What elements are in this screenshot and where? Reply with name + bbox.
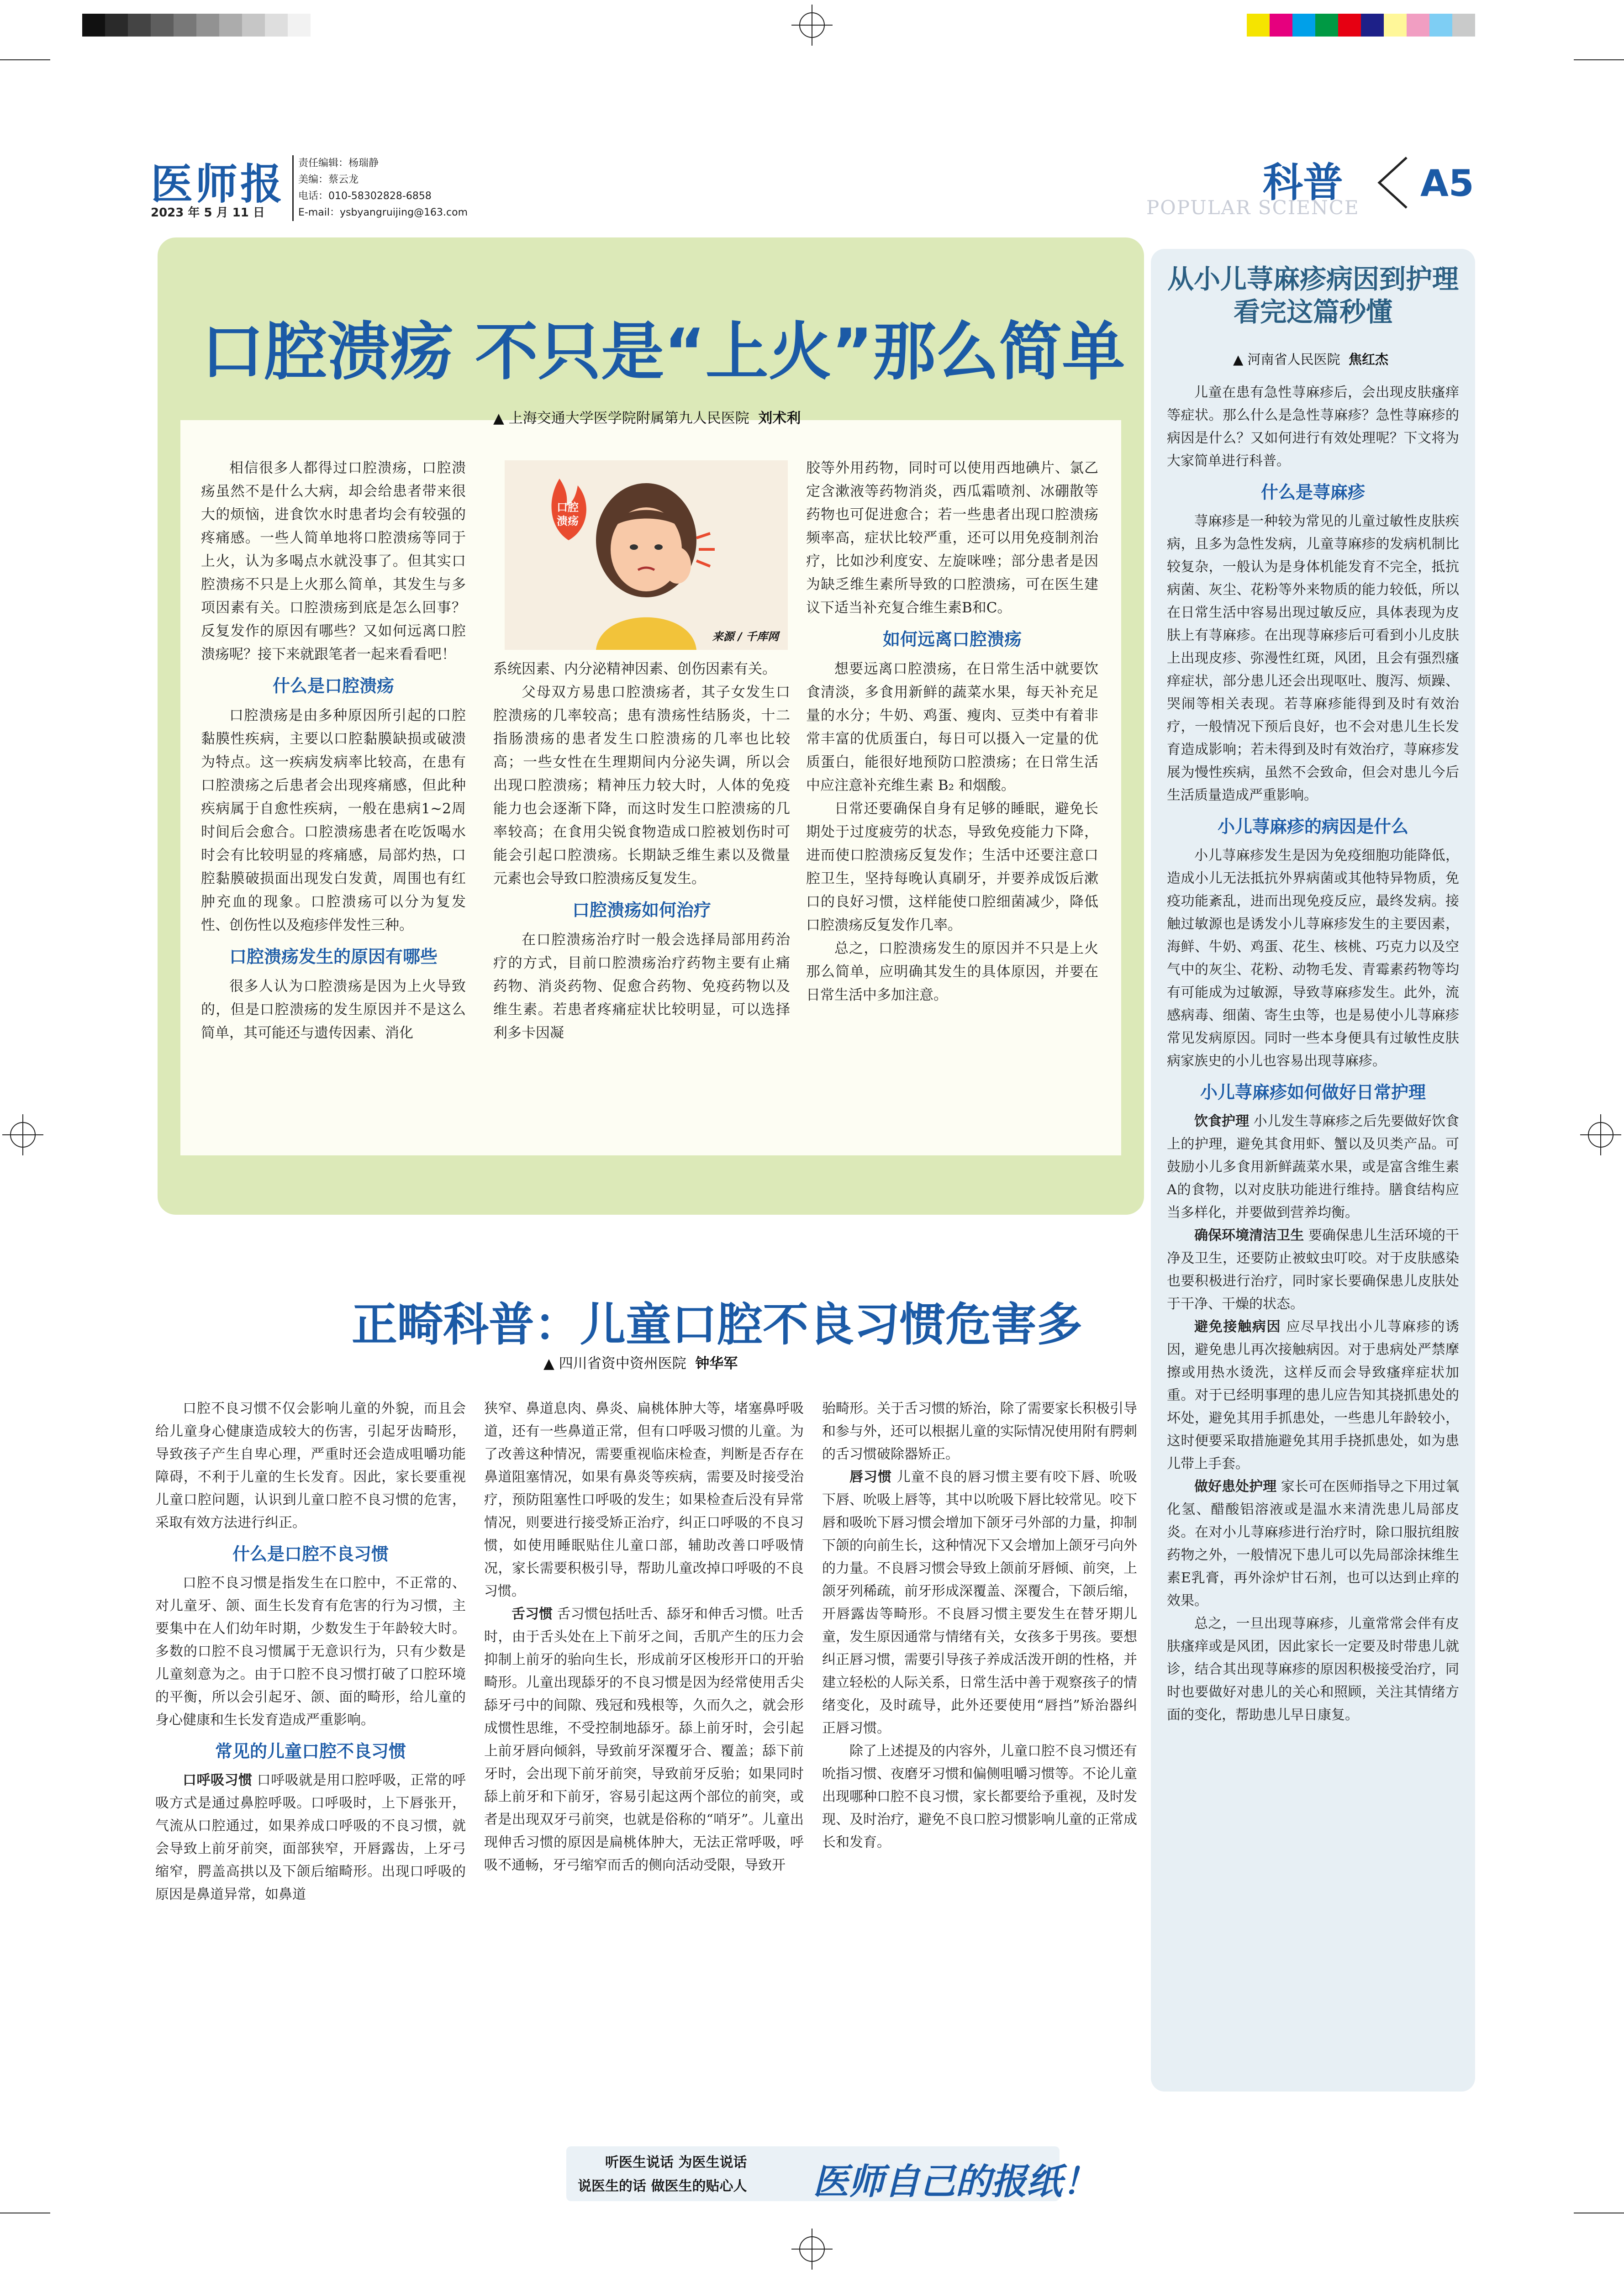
author-affiliation: ▲ 四川省资中资州医院 [543,1355,686,1372]
article-column-3 [806,457,1098,1007]
article-byline [543,1352,738,1372]
chevron-left-icon [1372,155,1413,210]
editor-email: E-mail：ysbyangruijing@163.com [298,207,468,218]
footer-slogan: 医师自己的报纸！ [813,2161,1098,2203]
newspaper-logo: 医师报 [151,159,285,209]
article-column-2 [484,1397,804,1877]
author-name: 刘术利 [758,410,801,427]
subheading: 什么是口腔溃疡 [272,676,394,696]
paragraph: 口腔溃疡是由多种原因所引起的口腔黏膜性疾病，主要以口腔黏膜缺损或破溃为特点。这一疾病发病率比较高，在患有口腔溃疡之后患者会出现疼痛感，但此种疾病属于自愈性疾病，一般在患病1~2周时间后会愈合。口腔溃疡患者在吃饭喝水时会有比较明显的疼痛感，局部灼热，口腔黏膜破损面出现发白发黄，周围也有红肿充血的现象。口腔溃疡可以分为复发性、创伤性以及疱疹伴发性三种。 [201,707,466,933]
paragraph: 想要远离口腔溃疡，在日常生活中就要饮食清淡，多食用新鲜的蔬菜水果，每天补充足量的水分；牛奶、鸡蛋、瘦肉、豆类中有着非常丰富的优质蛋白，每日可以摄入一定量的优质蛋白，能很好地预防口腔溃疡；在日常生活中应注意补充维生素 B₂ 和烟酸。 [806,661,1098,794]
paragraph-text: 儿童不良的唇习惯主要有咬下唇、吮吸下唇、吮吸上唇等，其中以吮吸下唇比较常见。咬下唇和吸吮下唇习惯会增加下颌牙弓外部的力量，抑制下颌的向前生长，这种情况下又会增加上颌牙弓向外的力量。不良唇习惯会导致上颌前牙唇倾、前突，上颌牙列稀疏，前牙形成深覆盖、深覆合，下颌后缩，开唇露齿等畸形。不良唇习惯主要发生在替牙期儿童，发生原因通常与情绪有关，女孩多于男孩。要想纠正唇习惯，需要引导孩子养成活泼开朗的性格，并建立轻松的人际关系，日常生活中善于观察孩子的情绪变化，及时疏导，此外还要使用“唇挡”矫治器纠正唇习惯。 [822,1469,1138,1736]
paragraph-text: 应尽早找出小儿荨麻疹的诱因，避免患儿再次接触病因。对于患病处严禁摩擦或用热水烫洗，这样反而会导致瘙痒症状加重。对于已经明事理的患儿应告知其挠抓患处的坏处，避免其用手抓患处，一些患儿年龄较小，这时便要采取措施避免其用手挠抓患处，如为患儿带上手套。 [1167,1319,1460,1472]
paragraph: 日常还要确保自身有足够的睡眠，避免长期处于过度疲劳的状态，导致免疫能力下降，进而使口腔溃疡反复发作；生活中还要注意口腔卫生，坚持每晚认真刷牙，并要养成饭后漱口的良好习惯，这样能使口腔细菌减少，降低口腔溃疡反复发作几率。 [806,801,1098,933]
paragraph-text: 小儿发生荨麻疹之后先要做好饮食上的护理，避免其食用虾、蟹以及贝类产品。可鼓励小儿多食用新鲜蔬菜水果，或是富含维生素A的食物，以对皮肤功能进行维持。膳食结构应当多样化，并要做到营养均衡。 [1167,1113,1460,1221]
paragraph [1167,1316,1459,1475]
article-column-2 [493,658,790,1045]
paragraph: 系统因素、内分泌精神因素、创伤因素有关。 [493,661,776,677]
sidebar-body [1167,381,1459,1727]
lead-in: 唇习惯 [849,1469,892,1485]
paragraph: 父母双方易患口腔溃疡者，其子女发生口腔溃疡的几率较高；患有溃疡性结肠炎，十二指肠溃疡的患者发生口腔溃疡的几率也比较高；一些女性在生理期间内分泌失调，所以会出现口腔溃疡；精神压力较大时，人体的免疫能力也会逐渐下降，而这时发生口腔溃疡的几率较高；在食用尖锐食物造成口腔被划伤时可能会引起口腔溃疡。长期缺乏维生素以及微量元素也会导致口腔溃疡反复发生。 [493,684,790,887]
illustration-image [505,460,788,650]
registration-mark-right [1580,1114,1621,1155]
section-name: 科普 [1263,158,1344,206]
article-byline [493,406,801,427]
tagline-line-2: 说医生的话 做医生的贴心人 [578,2178,747,2194]
paragraph: 小儿荨麻疹发生是因为免疫细胞功能降低，造成小儿无法抵抗外界病菌或其他特异物质，免疫功能紊乱，进而出现免疫反应，最终发病。接触过敏源也是诱发小儿荨麻疹发生的主要因素，海鲜、牛奶、鸡蛋、花生、核桃、巧克力以及空气中的灰尘、花粉、动物毛发、青霉素药物等均有可能成为过敏源，导致荨麻疹发生。此外，流感病毒、细菌、寄生虫等，也是易使小儿荨麻疹常见发病原因。同时一些本身便具有过敏性皮肤病家族史的小儿也容易出现荨麻疹。 [1167,848,1459,1069]
article-column-1 [155,1397,466,1906]
article-title: 正畸科普：儿童口腔不良习惯危害多 [352,1298,1082,1351]
paragraph: 口腔不良习惯是指发生在口腔中，不正常的、对儿童牙、颌、面生长发育有危害的行为习惯，主要集中在人们幼年时期，少数发生于年龄较大时。多数的口腔不良习惯属于无意识行为，只有少数是儿童刻意为之。由于口腔不良习惯打破了口腔环境的平衡，所以会引起牙、颌、面的畸形，给儿童的身心健康和生长发育造成严重影响。 [155,1575,466,1728]
page-number: A5 [1420,162,1474,205]
subheading: 小儿荨麻疹的病因是什么 [1217,817,1408,837]
lead-in: 确保环境清洁卫生 [1194,1228,1304,1244]
subheading: 小儿荨麻疹如何做好日常护理 [1200,1082,1426,1102]
paragraph: 在口腔溃疡治疗时一般会选择局部用药治疗的方式，目前口腔溃疡治疗药物主要有止痛药物、消炎药物、促愈合药物、免疫药物以及维生素。若患者疼痛症状比较明显，可以选择利多卡因凝 [493,932,790,1041]
article-title: 口腔溃疡 不只是“上火”那么简单 [201,315,1125,389]
paragraph: 总之，口腔溃疡发生的原因并不只是上火那么简单，应明确其发生的具体原因，并要在日常生活中多加注意。 [806,940,1098,1003]
lead-in: 饮食护理 [1194,1113,1250,1129]
editor-credits [292,155,468,221]
sidebar-title: 从小儿荨麻疹病因到护理 看完这篇秒懂 [1167,263,1459,327]
paragraph: 除了上述提及的内容外，儿童口腔不良习惯还有吮指习惯、夜磨牙习惯和偏侧咀嚼习惯等。不论儿童出现哪种口腔不良习惯，家长都要给予重视，及时发现、及时治疗，避免不良口腔习惯影响儿童的正常成长和发育。 [822,1743,1137,1850]
crop-mark [1574,59,1624,60]
subheading: 常见的儿童口腔不良习惯 [215,1741,406,1761]
author-affiliation: ▲ 河南省人民医院 [1233,352,1340,367]
editor-name: 责任编辑：杨瑞静 [298,158,379,169]
paragraph [822,1466,1137,1740]
paragraph [1167,1224,1459,1316]
lead-in: 做好患处护理 [1194,1479,1277,1495]
paragraph: 胶等外用药物，同时可以使用西地碘片、氯乙定含漱液等药物消炎，西瓜霜喷剂、冰硼散等药物也可促进愈合；若一些患者出现口腔溃疡频率高，症状比较严重，还可以用免疫制剂治疗，比如沙利度安、左旋咪唑；部分患者是因为缺乏维生素所导致的口腔溃疡，可在医生建议下适当补充复合维生素B和C。 [806,460,1098,616]
registration-mark-top [791,5,833,46]
paragraph [1167,1475,1459,1612]
issue-date: 2023 年 5 月 11 日 [151,206,265,220]
paragraph-text: 口呼吸就是用口腔呼吸，正常的呼吸方式是通过鼻腔呼吸。口呼吸时，上下唇张开，气流从口腔通过，如果养成口呼吸的不良习惯，就会导致上前牙前突，面部狭窄，开唇露齿，上牙弓缩窄，腭盖高拱以及下颌后缩畸形。出现口呼吸的原因是鼻道异常，如鼻道 [155,1772,466,1902]
article-column-1 [201,457,466,1045]
lead-in: 避免接触病因 [1194,1319,1281,1335]
paragraph: 很多人认为口腔溃疡是因为上火导致的，但是口腔溃疡的发生原因并不是这么简单，其可能还与遗传因素、消化 [201,978,466,1041]
registration-mark-left [2,1114,43,1155]
paragraph: 口腔不良习惯不仅会影响儿童的外貌，而且会给儿童身心健康造成较大的伤害，引起牙齿畸形，导致孩子产生自卑心理，严重时还会造成咀嚼功能障碍，不利于儿童的生长发育。因此，家长要重视儿童口腔问题，认识到儿童口腔不良习惯的危害，采取有效方法进行纠正。 [155,1401,466,1531]
paragraph: 骀畸形。关于舌习惯的矫治，除了需要家长积极引导和参与外，还可以根据儿童的实际情况使用附有腭刺的舌习惯破除器矫正。 [822,1401,1137,1462]
subheading: 口腔溃疡如何治疗 [572,900,711,920]
paragraph: 儿童在患有急性荨麻疹后，会出现皮肤瘙痒等症状。那么什么是急性荨麻疹？急性荨麻疹的病因是什么？又如何进行有效处理呢？下文将为大家简单进行科普。 [1167,385,1459,469]
editor-phone: 电话：010-58302828-6858 [298,190,432,202]
subheading: 什么是口腔不良习惯 [232,1544,389,1564]
subheading: 什么是荨麻疹 [1260,482,1365,502]
crop-mark [0,59,50,60]
paragraph: 狭窄、鼻道息肉、鼻炎、扁桃体肿大等，堵塞鼻呼吸道，还有一些鼻道正常，但有口呼吸习惯的儿童。为了改善这种情况，需要重视临床检查，判断是否存在鼻道阻塞情况，如果有鼻炎等疾病，需要及时接受治疗，预防阻塞性口呼吸的发生；如果检查后没有异常情况，则要进行接受矫正治疗，纠正口呼吸的不良习惯，如使用睡眠贴住儿童口部，辅助改善口呼吸情况，家长需要积极引导，帮助儿童改掉口呼吸的不良习惯。 [484,1401,804,1599]
paragraph [155,1769,466,1906]
color-calibration-strip [1247,14,1475,37]
section-name-english: POPULAR SCIENCE [1146,196,1360,219]
art-editor-name: 美编：蔡云龙 [298,174,359,185]
sidebar-byline [1233,349,1388,368]
paragraph [1167,1110,1459,1224]
subheading: 口腔溃疡发生的原因有哪些 [229,947,438,967]
paragraph-text: 舌习惯包括吐舌、舔牙和伸舌习惯。吐舌时，由于舌头处在上下前牙之间，舌肌产生的压力会抑制上前牙的骀向生长，形成前牙区梭形开口的开骀畸形。儿童出现舔牙的不良习惯是因为经常使用舌尖舔牙弓中的间隙、残冠和残根等，久而久之，就会形成惯性思维，不受控制地舔牙。舔上前牙时，会引起上前牙唇向倾斜，导致前牙深覆牙合、覆盖；舔下前牙时，会出现下前牙前突，导致前牙反骀；如果同时舔上前牙和下前牙，容易引起这两个部位的前突，或者是出现双牙弓前突，也就是俗称的“哨牙”。儿童出现伸舌习惯的原因是扁桃体肿大，无法正常呼吸，呼吸不通畅，牙弓缩窄而舌的侧向活动受限，导致开 [484,1606,804,1873]
author-affiliation: ▲ 上海交通大学医学院附属第九人民医院 [493,410,749,427]
author-name: 钟华军 [695,1355,738,1372]
article-column-3 [822,1397,1137,1854]
author-name: 焦红杰 [1348,352,1388,367]
woman-toothache-illustration [505,460,788,650]
subheading: 如何远离口腔溃疡 [882,629,1022,649]
illustration-label: 口腔 溃疡 [557,501,579,527]
footer-tagline [578,2151,747,2198]
paragraph: 相信很多人都得过口腔溃疡，口腔溃疡虽然不是什么大病，却会给患者带来很大的烦恼，进食饮水时患者均会有较强的疼痛感。一些人简单地将口腔溃疡等同于上火，认为多喝点水就没事了。但其实口腔溃疡不只是上火那么简单，其发生与多项因素有关。口腔溃疡到底是怎么回事？反复发作的原因有哪些？又如何远离口腔溃疡呢？接下来就跟笔者一起来看看吧！ [201,460,466,663]
paragraph-text: 家长可在医师指导之下用过氧化氢、醋酸铝溶液或是温水来清洗患儿局部皮炎。在对小儿荨麻疹进行治疗时，除口服抗组胺药物之外，一般情况下患儿可以先局部涂抹维生素E乳膏，再外涂炉甘石剂，也可以达到止痒的效果。 [1167,1479,1460,1609]
lead-in: 口呼吸习惯 [183,1772,253,1788]
paragraph: 总之，一旦出现荨麻疹，儿童常常会伴有皮肤瘙痒或是风团，因此家长一定要及时带患儿就诊，结合其出现荨麻疹的原因积极接受治疗，同时也要做好对患儿的关心和照顾，关注其情绪方面的变化，帮助患儿早日康复。 [1167,1616,1459,1723]
paragraph: 荨麻疹是一种较为常见的儿童过敏性皮肤疾病，且多为急性发病，儿童荨麻疹的发病机制比较复杂，一般认为是身体机能发育不完全，抵抗病菌、灰尘、花粉等外来物质的能力较低，所以在日常生活中容易出现过敏反应，具体表现为皮肤上有荨麻疹。在出现荨麻疹后可看到小儿皮肤上出现皮疹、弥漫性红斑，风团，且会有强烈瘙痒症状，部分患儿还会出现呕吐、腹泻、烦躁、哭闹等相关表现。若荨麻疹能得到及时有效治疗，一般情况下预后良好，也不会对患儿生长发育造成影响；若未得到及时有效治疗，荨麻疹发展为慢性疾病，虽然不会致命，但会对患儿今后生活质量造成严重影响。 [1167,513,1459,803]
image-credit: 来源 / 千库网 [712,630,779,643]
registration-mark-bottom [791,2229,833,2270]
paragraph-text: 要确保患儿生活环境的干净及卫生，还要防止被蚊虫叮咬。对于皮肤感染也要积极进行治疗，同时家长要确保患儿皮肤处于干净、干燥的状态。 [1167,1228,1460,1312]
grayscale-calibration-strip [82,14,311,37]
lead-in: 舌习惯 [511,1606,553,1622]
tagline-line-1: 听医生说话 为医生说话 [605,2155,747,2171]
paragraph [484,1603,804,1877]
